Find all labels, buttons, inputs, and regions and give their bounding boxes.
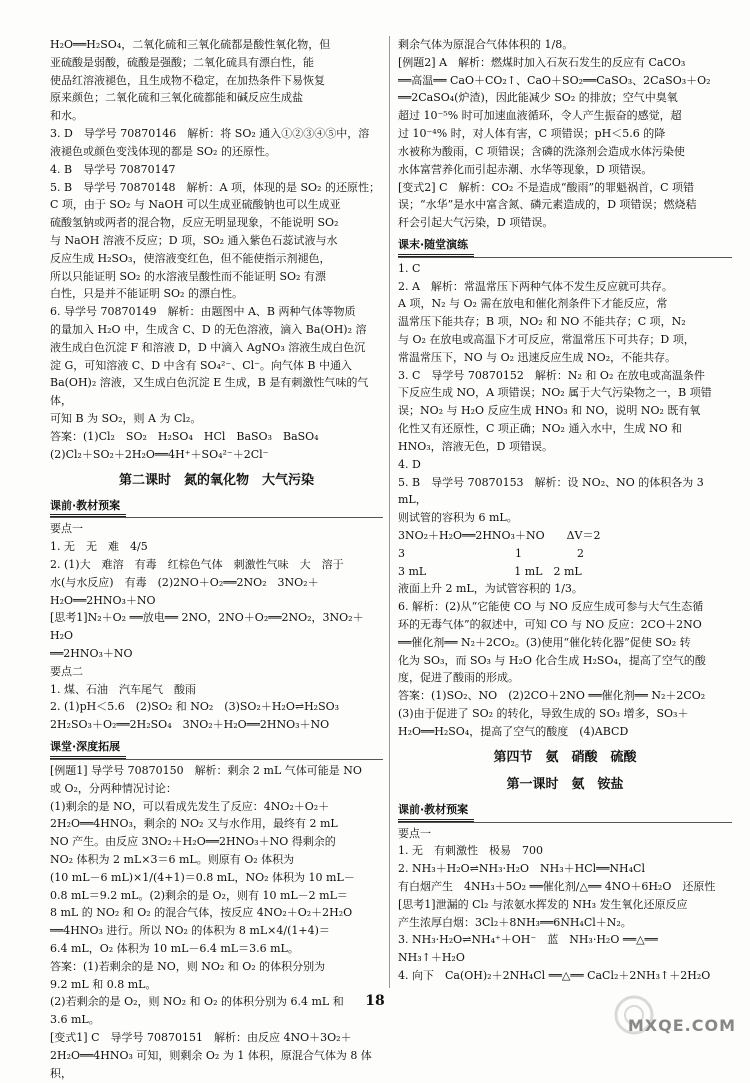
right-column <box>398 36 732 985</box>
text-line: 1. 无 无 难 4/5 <box>50 540 148 554</box>
text-line: 要点二 <box>50 664 83 678</box>
text-line: 9.2 mL 和 0.8 mL。 <box>50 977 157 991</box>
text-line: NO₂ 体积为 2 mL×3＝6 mL。则原有 O₂ 体积为 <box>50 852 295 866</box>
text-line: A 项，N₂ 与 O₂ 需在放电和催化剂条件下才能反应，常 <box>398 297 668 311</box>
page-number: 18 <box>365 993 385 1009</box>
text-line: 液褪色或颜色变浅体现的都是 SO₂ 的还原性。 <box>50 144 276 158</box>
text-line: 度，促进了酸雨的形成。 <box>398 671 519 685</box>
text-line: 下反应生成 NO，A 项错误；NO₂ 属于大气污染物之一，B 项错 <box>398 386 712 400</box>
section-header-wrap <box>50 495 383 519</box>
text-line: 3. NH₃·H₂O⇌NH₄⁺＋OH⁻ 蓝 NH₃·H₂O ══△══ <box>398 933 658 947</box>
text-line: [变式2] C 解析：CO₂ 不是造成“酸雨”的罪魁祸首，C 项错 <box>398 180 694 194</box>
section-header-wrap <box>398 799 732 823</box>
text-line: 4. D <box>398 457 421 471</box>
text-line: 3 1 2 <box>398 546 584 560</box>
text-line: 产生浓厚白烟：3Cl₂＋8NH₃══6NH₄Cl＋N₂。 <box>398 915 632 929</box>
text-line: (2)Cl₂＋SO₂＋2H₂O══4H⁺＋SO₄²⁻＋2Cl⁻ <box>50 447 269 461</box>
section-header-practice: 课末·随堂演练 <box>398 236 474 257</box>
text-line: 2H₂O══4HNO₃ 可知，则剩余 O₂ 为 1 体积，原混合气体为 8 体积， <box>50 1048 372 1080</box>
text-line: [例题1] 导学号 70870150 解析：剩余 2 mL 气体可能是 NO <box>50 763 362 777</box>
text-line: 化性又有还原性，C 项正确；NO₂ 通入水中，生成 NO 和 <box>398 422 683 436</box>
text-line: 5. B 导学号 70870148 解析：A 项，体现的是 SO₂ 的还原性； <box>50 180 380 194</box>
text-line: 使品红溶液褪色，且生成物不稳定，在加热条件下易恢复 <box>50 73 325 87</box>
text-line: 秆会引起大气污染，D 项错误。 <box>398 216 554 230</box>
right-answers-block <box>398 36 732 232</box>
text-line: 2. (1)大 难溶 有毒 红棕色气体 刺激性气味 大 溶于 <box>50 557 344 571</box>
text-line: 液面上升 2 mL，为试管容积的 1/3。 <box>398 582 583 596</box>
text-line: 有白烟产生 4NH₃＋5O₂ ══催化剂/△══ 4NO＋6H₂O 还原性 <box>398 880 716 894</box>
text-line: Ba(OH)₂ 溶液，又生成白色沉淀 E 生成，B 是有刺激性气味的气体， <box>50 376 369 408</box>
text-line: 2H₂SO₃＋O₂══2H₂SO₄ 3NO₂＋H₂O══2HNO₃＋NO <box>50 718 330 732</box>
text-line: (2)若剩余的是 O₂，则 NO₂ 和 O₂ 的体积分别为 6.4 mL 和 <box>50 995 344 1009</box>
text-line: 1. 煤、石油 汽车尾气 酸雨 <box>50 682 196 696</box>
text-line: 可知 B 为 SO₂，则 A 为 Cl₂。 <box>50 412 202 426</box>
text-line: H₂O══2HNO₃＋NO <box>50 593 156 607</box>
text-line: 要点一 <box>398 826 431 840</box>
text-line: 2. A 解析：常温常压下两种气体不发生反应就可共存。 <box>398 279 673 293</box>
text-line: 化为 SO₃，而 SO₃ 与 H₂O 化合生成 H₂SO₄，提高了空气的酸 <box>398 653 706 667</box>
text-line: 3. C 导学号 70870152 解析：N₂ 和 O₂ 在放电或高温条件 <box>398 368 705 382</box>
text-line: 要点一 <box>50 522 83 536</box>
text-line: 2. (1)pH＜5.6 (2)SO₂ 和 NO₂ (3)SO₂＋H₂O⇌H₂SO₃ <box>50 700 340 714</box>
text-line: (10 mL－6 mL)×1/(4+1)＝0.8 mL，NO₂ 体积为 10 mL－ <box>50 870 355 884</box>
text-line: 与 NaOH 溶液不反应；D 项，SO₂ 通入紫色石蕊试液与水 <box>50 233 338 247</box>
text-line: 5. B 导学号 70870153 解析：设 NO₂、NO 的体积各为 3 mL， <box>398 475 708 507</box>
text-line: 6.4 mL，O₂ 体积为 10 mL－6.4 mL＝3.6 mL。 <box>50 942 299 956</box>
text-line: 水(与水反应) 有毒 (2)2NO＋O₂══2NO₂ 3NO₂＋ <box>50 575 319 589</box>
text-line: 白性，只是并不能证明 SO₂ 的漂白性。 <box>50 287 243 301</box>
text-line: [思考1]N₂＋O₂ ══放电══ 2NO，2NO＋O₂══2NO₂，3NO₂＋H₂O <box>50 611 364 643</box>
watermark-text: MXQE.COM <box>627 1016 736 1036</box>
text-line: H₂O══H₂SO₄，提高了空气的酸度 (4)ABCD <box>398 724 629 738</box>
text-line: 则试管的容积为 6 mL。 <box>398 511 518 525</box>
text-line: 2. NH₃＋H₂O⇌NH₃·H₂O NH₃＋HCl══NH₄Cl <box>398 862 645 876</box>
text-line: 0.8 mL＝9.2 mL。(2)剩余的是 O₂，则有 10 mL－2 mL＝ <box>50 888 348 902</box>
text-line: 水被称为酸雨，C 项错误；含磷的洗涤剂会造成水体污染使 <box>398 144 685 158</box>
section-header-wrap <box>50 736 383 760</box>
text-line: 所以只能证明 SO₂ 的水溶液呈酸性而不能证明 SO₂ 有漂 <box>50 269 326 283</box>
section-title-ammonia-acids: 第四节 氨 硝酸 硫酸 <box>493 749 637 765</box>
text-line: (3)由于促进了 SO₂ 的转化，导致生成的 SO₃ 增多，SO₃＋ <box>398 707 689 721</box>
text-line: 4. B 导学号 70870147 <box>50 162 176 176</box>
lesson-title-nitrogen-oxides: 第二课时 氮的氧化物 大气污染 <box>118 472 314 488</box>
section-header-preclass-2: 课前·教材预案 <box>398 801 474 822</box>
text-line: 的量加入 H₂O 中，生成含 C、D 的无色溶液，滴入 Ba(OH)₂ 溶 <box>50 323 367 336</box>
text-line: 答案：(1)Cl₂ SO₂ H₂SO₄ HCl BaSO₃ BaSO₄ <box>50 429 319 443</box>
text-line: NH₃↑＋H₂O <box>398 951 465 965</box>
section-header-wrap <box>398 234 732 258</box>
text-line: 原来颜色；二氧化硫和三氧化硫都能和碱反应生成盐 <box>50 91 303 105</box>
text-line: 过 10⁻⁴% 时，对人体有害，C 项错误；pH＜5.6 的降 <box>398 127 666 141</box>
text-line: 水体富营养化而引起赤潮、水华等现象，D 项错误。 <box>398 162 653 176</box>
text-line: [思考1]泄漏的 Cl₂ 与浓氨水挥发的 NH₃ 发生氧化还原反应 <box>398 897 688 911</box>
left-column <box>50 36 383 1083</box>
text-line: H₂O══H₂SO₄，二氧化硫和三氧化硫都是酸性氧化物，但 <box>50 38 331 51</box>
text-line: 3NO₂＋H₂O══2HNO₃＋NO ΔV＝2 <box>398 528 601 542</box>
text-line: 答案：(1)若剩余的是 NO，则 NO₂ 和 O₂ 的体积分别为 <box>50 959 326 973</box>
text-line: 答案：(1)SO₂、NO (2)2CO＋2NO ══催化剂══ N₂＋2CO₂ <box>398 689 706 703</box>
text-line: HNO₃，溶液无色，D 项错误。 <box>398 439 553 453</box>
text-line: [变式1] C 导学号 70870151 解析：由反应 4NO＋3O₂＋ <box>50 1031 352 1045</box>
practice-block <box>398 260 732 741</box>
column-divider <box>389 36 390 988</box>
section-header-preclass: 课前·教材预案 <box>50 497 126 518</box>
text-line: ══2CaSO₄(炉渣)，因此能减少 SO₂ 的排放；空气中臭氧 <box>398 91 678 105</box>
text-line: (1)剩余的是 NO，可以看成先发生了反应：4NO₂＋O₂＋ <box>50 799 330 813</box>
text-line: 温常压下能共存；B 项，NO₂ 和 NO 不能共存；C 项，N₂ <box>398 315 686 329</box>
text-line: 环的无毒气体”的叙述中，可知 CO 与 NO 反应：2CO＋2NO <box>398 618 702 631</box>
text-line: 3 mL 1 mL 2 mL <box>398 564 582 578</box>
text-line: 误；NO₂ 与 H₂O 反应生成 HNO₃ 和 NO，说明 NO₂ 既有氧 <box>398 404 701 418</box>
text-line: 3.6 mL。 <box>50 1013 100 1027</box>
text-line: 1. 无 有刺激性 极易 700 <box>398 844 543 858</box>
text-line: 反应生成 H₂SO₃，使溶液变红色，但不能使指示剂褪色， <box>50 251 331 265</box>
text-line: 6. 导学号 70870149 解析：由题图中 A、B 两种气体等物质 <box>50 305 356 319</box>
text-line: 与 O₂ 在放电或高温下才可反应，常温常压下可共存；D 项， <box>398 333 695 346</box>
text-line: 8 mL 的 NO₂ 和 O₂ 的混合气体，按反应 4NO₂＋O₂＋2H₂O <box>50 906 353 920</box>
text-line: 2H₂O══4HNO₃，剩余的 NO₂ 又与水作用，最终有 2 mL <box>50 817 338 831</box>
preclass-block <box>50 520 383 734</box>
text-line: 和水。 <box>50 109 83 123</box>
text-line: 3. D 导学号 70870146 解析：将 SO₂ 通入①②③④⑤中，溶 <box>50 127 370 141</box>
text-line: [例题2] A 解析：燃煤时加入石灰石发生的反应有 CaCO₃ <box>398 55 686 69</box>
text-line: 误；“水华”是水中富含氮、磷元素造成的，D 项错误；燃烧秸 <box>398 198 697 212</box>
text-line: 1. C <box>398 261 421 275</box>
text-line: 或 O₂，分两种情况讨论： <box>50 781 177 795</box>
text-line: ══4HNO₃ 进行。所以 NO₂ 的体积为 8 mL×4/(1+4)＝ <box>50 924 330 938</box>
text-line: ══2HNO₃＋NO <box>50 647 133 661</box>
text-line: 4. 向下 Ca(OH)₂＋2NH₄Cl ══△══ CaCl₂＋2NH₃↑＋2H₂O <box>398 969 711 983</box>
lesson-title-ammonia: 第一课时 氨 铵盐 <box>506 776 624 792</box>
text-line: 常温常压下，NO 与 O₂ 迅速反应生成 NO₂，不能共存。 <box>398 350 677 364</box>
text-line: 硫酸氢钠或两者的混合物，反应无明显现象，不能说明 SO₂ <box>50 216 339 230</box>
left-answers-block <box>50 36 383 464</box>
text-line: ══高温══ CaO＋CO₂↑、CaO＋SO₂══CaSO₃、2CaSO₃＋O₂ <box>398 73 711 87</box>
text-line: 剩余气体为原混合气体体积的 1/8。 <box>398 38 574 51</box>
text-line: ══催化剂══ N₂＋2CO₂。(3)使用“催化转化器”促使 SO₂ 转 <box>398 635 691 649</box>
text-line: NO 产生。由反应 3NO₂＋H₂O══2HNO₃＋NO 得剩余的 <box>50 835 336 849</box>
text-line: 6. 解析：(2)从“它能使 CO 与 NO 反应生成可参与大气生态循 <box>398 600 704 614</box>
text-line: C 项，由于 SO₂ 与 NaOH 可以生成亚硫酸钠也可以生成亚 <box>50 198 341 212</box>
text-line: 淀 G，可知溶液 C、D 中含有 SO₄²⁻、Cl⁻。向气体 B 中通入 <box>50 358 353 372</box>
text-line: 液生成白色沉淀 F 和溶液 D，D 中滴入 AgNO₃ 溶液生成白色沉 <box>50 340 366 354</box>
text-line: 亚硫酸是弱酸，硫酸是强酸；二氧化硫具有漂白性，能 <box>50 55 314 69</box>
ammonia-preclass-block <box>398 825 732 985</box>
inclass-block <box>50 762 383 1083</box>
section-header-inclass: 课堂·深度拓展 <box>50 738 126 759</box>
text-line: 超过 10⁻⁵% 时可加速血液循环，令人产生振奋的感觉，超 <box>398 109 682 123</box>
